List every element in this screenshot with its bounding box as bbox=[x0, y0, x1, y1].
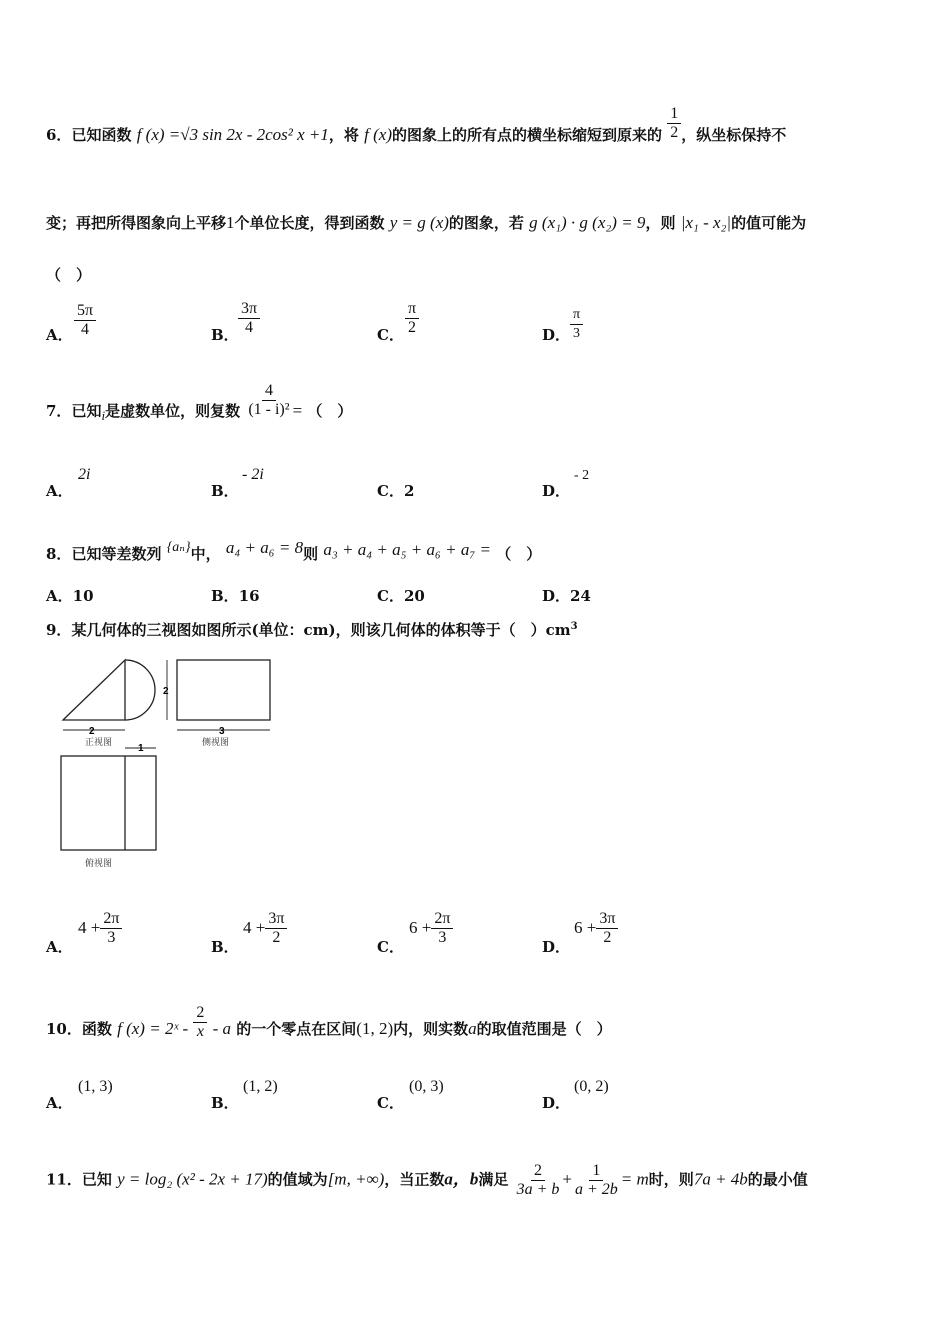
q8-option-d[interactable] bbox=[542, 585, 591, 606]
q6-line1 bbox=[46, 104, 787, 145]
front-view-semicircle bbox=[125, 660, 155, 720]
option-label: C． bbox=[377, 1094, 404, 1112]
q7-option-a[interactable] bbox=[46, 480, 73, 501]
option-label: A． bbox=[46, 587, 73, 605]
fraction-denominator: 3a + b bbox=[516, 1181, 560, 1198]
q11-target-expression: 7a + 4b bbox=[693, 1169, 748, 1189]
q9-option-c-value bbox=[409, 910, 453, 947]
q11-number: 11． bbox=[46, 1170, 82, 1189]
q9-number: 9． bbox=[46, 621, 72, 639]
q10-fraction bbox=[193, 1004, 207, 1041]
q6-paren: （ ） bbox=[46, 266, 92, 284]
top-view-label: 俯视图 bbox=[85, 859, 113, 869]
option-label: D． bbox=[542, 482, 571, 500]
fraction-denominator: 3 bbox=[107, 929, 116, 946]
q10-option-b[interactable] bbox=[211, 1092, 239, 1113]
q10-option-c-value: (0, 3) bbox=[409, 1078, 444, 1095]
option-label: C． bbox=[377, 938, 404, 956]
q7-option-b-value: - 2i bbox=[242, 466, 264, 483]
q9-option-a[interactable] bbox=[46, 936, 73, 957]
q6-text: 变；再把所得图象向上平移 bbox=[46, 214, 227, 232]
option-label: A． bbox=[46, 1094, 73, 1112]
fraction-numerator: 3π bbox=[238, 300, 260, 319]
q6-text: 的值可能为 bbox=[731, 214, 807, 232]
q11-log-expression: y = log₂ (x² - 2x + 17) bbox=[117, 1169, 268, 1189]
q9-line bbox=[46, 619, 578, 640]
q6-line2 bbox=[46, 212, 806, 233]
option-label: C． bbox=[377, 326, 404, 344]
q6-option-c-value bbox=[405, 300, 419, 337]
option-prefix: 4 + bbox=[78, 918, 101, 937]
q6-option-d-value bbox=[570, 306, 583, 343]
option-label: B． bbox=[211, 938, 239, 956]
q6-text: 的图象上的所有点的横坐标缩短到原来的 bbox=[392, 126, 663, 144]
q7-i: i bbox=[101, 408, 106, 423]
q7-option-b[interactable] bbox=[211, 480, 239, 501]
q6-number: 6． bbox=[46, 126, 72, 144]
fraction-numerator: 2π bbox=[431, 910, 453, 929]
q8-paren: （ ） bbox=[496, 545, 542, 563]
fraction-denominator: 3 bbox=[573, 326, 581, 341]
option-label: A． bbox=[46, 482, 73, 500]
q9-option-d-value bbox=[574, 910, 618, 947]
q8-option-c[interactable] bbox=[377, 585, 425, 606]
option-value: 24 bbox=[570, 587, 591, 605]
q10-function-rhs: - a bbox=[212, 1019, 232, 1038]
q11-text: 的最小值 bbox=[747, 1170, 808, 1189]
q9-superscript: 3 bbox=[570, 621, 578, 632]
option-prefix: 4 + bbox=[243, 918, 266, 937]
q7-option-a-value: 2i bbox=[78, 466, 91, 483]
q6-option-d[interactable] bbox=[542, 324, 570, 345]
q11-line bbox=[46, 1162, 808, 1199]
q6-g-expression: y = g (x) bbox=[389, 213, 449, 232]
q10-number: 10． bbox=[46, 1020, 82, 1038]
q6-half-fraction bbox=[667, 105, 681, 142]
q8-option-b[interactable] bbox=[211, 585, 260, 606]
q7-line bbox=[46, 381, 353, 424]
q11-range: [m, +∞) bbox=[327, 1169, 385, 1189]
q6-fx: f (x) bbox=[364, 125, 392, 144]
q8-number: 8． bbox=[46, 545, 72, 563]
q6-text: ，将 bbox=[328, 126, 359, 144]
top-view-rectangle bbox=[61, 756, 156, 850]
q7-text: 是虚数单位，则复数 bbox=[105, 402, 241, 420]
front-view-label: 正视图 bbox=[85, 738, 113, 748]
q7-number: 7． bbox=[46, 402, 72, 420]
q10-text: 函数 bbox=[81, 1020, 112, 1038]
q7-equals: = bbox=[292, 401, 303, 420]
option-label: D． bbox=[542, 326, 571, 344]
fraction-denominator: 2 bbox=[670, 123, 679, 141]
q7-paren: （ ） bbox=[307, 402, 353, 420]
q10-a: a bbox=[468, 1019, 477, 1038]
q7-option-c-value: 2 bbox=[403, 482, 415, 500]
option-label: B． bbox=[211, 587, 239, 605]
dim-label-1: 1 bbox=[138, 743, 144, 754]
q6-text: 已知函数 bbox=[71, 126, 132, 144]
fraction-numerator: 3π bbox=[265, 910, 287, 929]
q8-sum: a₃ + a₄ + a₅ + a₆ + a₇ = bbox=[323, 540, 491, 559]
q6-one: 1 bbox=[226, 213, 235, 232]
q10-interval: (1, 2) bbox=[356, 1019, 394, 1038]
q7-option-d[interactable] bbox=[542, 480, 570, 501]
option-prefix: 6 + bbox=[574, 918, 597, 937]
q9-option-d[interactable] bbox=[542, 936, 570, 957]
q11-ab: a，b bbox=[444, 1169, 479, 1189]
q11-plus: + bbox=[562, 1169, 572, 1189]
fraction-numerator: 2π bbox=[100, 910, 122, 929]
fraction-denominator: 2 bbox=[272, 929, 281, 946]
q10-function-lhs: f (x) = 2ˣ - bbox=[117, 1019, 189, 1038]
fraction-denominator: 2 bbox=[603, 929, 612, 946]
q10-text: 的一个零点在区间 bbox=[236, 1020, 357, 1038]
q10-option-c[interactable] bbox=[377, 1092, 404, 1113]
fraction-denominator: a + 2b bbox=[575, 1181, 618, 1198]
q8-sequence: {aₙ} bbox=[166, 540, 191, 555]
option-label: B． bbox=[211, 1094, 239, 1112]
dim-label-2: 2 bbox=[89, 726, 95, 737]
option-label: D． bbox=[542, 1094, 571, 1112]
q10-option-a-value: (1, 3) bbox=[78, 1078, 113, 1095]
q7-text: 已知 bbox=[71, 402, 102, 420]
q10-line bbox=[46, 1003, 612, 1041]
q8-line bbox=[46, 538, 541, 564]
q6-text: 的图象，若 bbox=[448, 214, 524, 232]
option-value: 16 bbox=[238, 587, 260, 605]
fraction-denominator: 3 bbox=[438, 929, 447, 946]
side-view-rectangle bbox=[177, 660, 270, 720]
fraction-denominator: 4 bbox=[245, 319, 254, 336]
q8-option-a[interactable] bbox=[46, 585, 94, 606]
q6-condition: g (x₁) · g (x₂) = 9 bbox=[529, 213, 646, 232]
fraction-denominator: (1 - i)² bbox=[248, 400, 290, 418]
option-label: B． bbox=[211, 482, 239, 500]
q8-text: 则 bbox=[303, 545, 319, 563]
q9-option-a-value bbox=[78, 910, 122, 947]
q6-text: ，纵坐标保持不 bbox=[681, 126, 787, 144]
q6-text: 个单位长度，得到函数 bbox=[234, 214, 385, 232]
option-label: D． bbox=[542, 587, 571, 605]
q10-option-a[interactable] bbox=[46, 1092, 73, 1113]
q6-option-b[interactable] bbox=[211, 324, 239, 345]
fraction-numerator: 1 bbox=[589, 1162, 603, 1181]
option-value: 20 bbox=[403, 587, 425, 605]
fraction-numerator: 2 bbox=[531, 1162, 545, 1181]
q6-option-c[interactable] bbox=[377, 324, 404, 345]
q10-text: 内，则实数 bbox=[393, 1020, 469, 1038]
option-label: C． bbox=[377, 482, 404, 500]
q9-text: 某几何体的三视图如图所示(单位：cm)，则该几何体的体积等于（ ）cm bbox=[71, 621, 571, 639]
q11-text: 满足 bbox=[478, 1170, 509, 1189]
dim-label-height: 2 bbox=[163, 686, 169, 697]
fraction-numerator: 3π bbox=[596, 910, 618, 929]
q6-option-b-value bbox=[238, 300, 260, 337]
fraction-numerator: 4 bbox=[262, 382, 276, 401]
side-view-label: 侧视图 bbox=[202, 738, 230, 748]
fraction-denominator: x bbox=[196, 1022, 204, 1040]
q11-text: ，当正数 bbox=[384, 1170, 445, 1189]
q8-condition: a₄ + a₆ = 8 bbox=[225, 538, 304, 557]
q7-option-d-value: - 2 bbox=[574, 468, 590, 483]
option-value: 10 bbox=[72, 587, 94, 605]
q11-text: 时，则 bbox=[648, 1170, 694, 1189]
q10-option-d-value: (0, 2) bbox=[574, 1078, 609, 1095]
option-label: D． bbox=[542, 938, 571, 956]
q11-fraction-2 bbox=[572, 1162, 621, 1199]
dim-label-3: 3 bbox=[219, 726, 225, 737]
q7-option-c[interactable] bbox=[377, 480, 414, 501]
q6-option-a-value bbox=[74, 302, 96, 339]
q11-equals-m: = m bbox=[620, 1169, 649, 1189]
fraction-denominator: 2 bbox=[408, 319, 417, 336]
q11-text: 已知 bbox=[81, 1170, 112, 1189]
q8-text: 中， bbox=[190, 545, 221, 563]
fraction-numerator: 1 bbox=[667, 105, 681, 124]
q6-function-expression: f (x) =√3 sin 2x - 2cos² x +1 bbox=[136, 125, 329, 144]
q8-text: 已知等差数列 bbox=[71, 545, 162, 563]
fraction-numerator: 5π bbox=[74, 302, 96, 321]
q6-abs-expression: |x₁ - x₂| bbox=[680, 213, 732, 232]
q9-option-b[interactable] bbox=[211, 936, 239, 957]
q9-option-c[interactable] bbox=[377, 936, 404, 957]
front-view-triangle bbox=[63, 660, 125, 720]
q7-fraction bbox=[245, 382, 292, 419]
fraction-numerator: π bbox=[405, 300, 419, 319]
option-label: B． bbox=[211, 326, 239, 344]
q6-option-a[interactable] bbox=[46, 324, 73, 345]
q10-option-b-value: (1, 2) bbox=[243, 1078, 278, 1095]
fraction-numerator: π bbox=[570, 306, 583, 325]
q6-text: ，则 bbox=[645, 214, 676, 232]
three-view-figure bbox=[55, 652, 285, 872]
q9-option-b-value bbox=[243, 910, 287, 947]
option-label: A． bbox=[46, 326, 73, 344]
q10-option-d[interactable] bbox=[542, 1092, 570, 1113]
fraction-numerator: 2 bbox=[193, 1004, 207, 1023]
q10-text: 的取值范围是（ ） bbox=[476, 1020, 612, 1038]
q11-text: 的值域为 bbox=[267, 1170, 328, 1189]
fraction-denominator: 4 bbox=[81, 321, 90, 338]
option-label: C． bbox=[377, 587, 404, 605]
q11-fraction-1 bbox=[514, 1162, 563, 1199]
option-prefix: 6 + bbox=[409, 918, 432, 937]
option-label: A． bbox=[46, 938, 73, 956]
